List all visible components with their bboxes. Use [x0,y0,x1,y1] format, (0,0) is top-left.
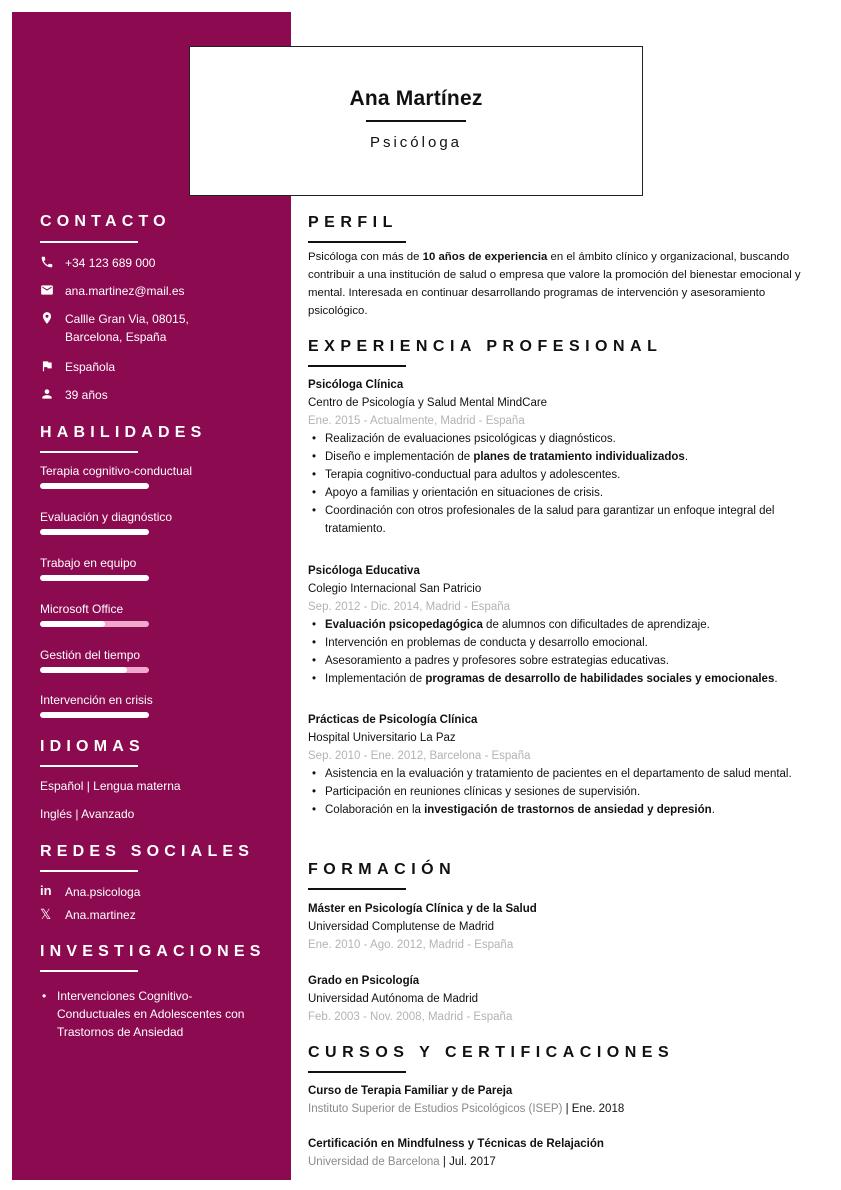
phone-icon [40,255,54,269]
education-dates: Ene. 2010 - Ago. 2012, Madrid - España [308,939,514,951]
skill-item [40,648,270,662]
bullet-highlight: Evaluación psicopedagógica [325,619,483,631]
job-entry [308,711,818,819]
job-bullet: • Coordinación con otros profesionales de la salud para garantizar un enfoque integral del tratamiento. [325,502,818,538]
job-title: Prácticas de Psicología Clínica [308,714,478,726]
skills-heading: HABILIDADES [40,424,207,441]
job-bullets [308,430,818,538]
bullet-text: Implementación de [325,673,426,685]
education-entry [308,900,818,954]
job-bullets [308,616,818,688]
x-icon: 𝕏 [40,906,52,922]
course-entry [308,1082,818,1118]
job-dates: Sep. 2010 - Ene. 2012, Barcelona - España [308,750,531,762]
courses-heading: CURSOS Y CERTIFICACIONES [308,1044,675,1061]
education-entry [308,972,818,1026]
education-heading: FORMACIÓN [308,861,457,878]
course-name: Curso de Terapia Familiar y de Pareja [308,1085,513,1097]
education-divider [308,888,406,890]
job-bullet: • Asistencia en la evaluación y tratamiento de pacientes en el departamento de salud mental. [325,765,818,783]
bullet-highlight: programas de desarrollo de habilidades sociales y emocionales [425,673,775,685]
email-icon [40,283,54,297]
skill-item [40,510,270,524]
skill-label: Evaluación y diagnóstico [40,510,173,524]
job-bullet [325,801,818,819]
profile-divider [308,241,406,243]
experience-divider [308,365,406,367]
profile-highlight: 10 años de experiencia [422,251,548,263]
education-dates: Feb. 2003 - Nov. 2008, Madrid - España [308,1011,513,1023]
course-details: Universidad de Barcelona | Jul. 2017 [308,1156,496,1168]
job-bullet: • Realización de evaluaciones psicológicas y diagnósticos. [325,430,818,448]
language-item: Inglés | Avanzado [40,807,135,821]
school-name: Universidad Autónoma de Madrid [308,993,479,1005]
bullet-highlight: planes de tratamiento individualizados [473,451,685,463]
name-header-box [189,46,643,196]
job-entry [308,376,818,538]
experience-heading: EXPERIENCIA PROFESIONAL [308,338,663,355]
bullet-text: . [774,673,778,685]
course-name: Certificación en Mindfulness y Técnicas de Relajación [308,1138,604,1150]
courses-divider [308,1071,406,1073]
skill-level-fill [40,483,149,489]
linkedin-handle: Ana.psicologa [65,885,141,899]
contact-heading: CONTACTO [40,213,171,230]
skill-item [40,693,270,707]
contact-divider [40,241,138,243]
research-item [40,987,260,1041]
age-text: 39 años [65,388,108,402]
languages-divider [40,765,138,767]
degree-title: Máster en Psicología Clínica y de la Salud [308,903,537,915]
profile-text-1: Psicóloga con más de [308,251,423,263]
job-org: Colegio Internacional San Patricio [308,583,482,595]
name-divider [366,120,466,122]
address-line-1: Callle Gran Via, 08015, [65,312,189,326]
bullet-text: Colaboración en la [325,804,425,816]
skill-label: Intervención en crisis [40,693,153,707]
job-bullet: • Participación en reuniones clínicas y sesiones de supervisión. [325,783,818,801]
job-bullet [325,670,818,688]
job-bullet [325,616,818,634]
skill-item [40,464,270,478]
skill-level-bar [40,575,149,581]
skill-level-fill [40,575,149,581]
research-divider [40,970,138,972]
job-bullet: • Asesoramiento a padres y profesores sobre estrategias educativas. [325,652,818,670]
person-role: Psicóloga [369,134,463,151]
degree-title: Grado en Psicología [308,975,420,987]
job-bullet [325,448,818,466]
skills-divider [40,451,138,453]
job-org: Hospital Universitario La Paz [308,732,456,744]
skill-label: Gestión del tiempo [40,648,141,662]
school-name: Universidad Complutense de Madrid [308,921,495,933]
social-divider [40,870,138,872]
bullet-text: . [711,804,715,816]
skill-level-bar [40,483,149,489]
course-institution: Instituto Superior de Estudios Psicológicos (ISEP) [308,1103,563,1115]
research-heading: INVESTIGACIONES [40,943,266,960]
course-institution: Universidad de Barcelona [308,1156,440,1168]
job-dates: Ene. 2015 - Actualmente, Madrid - España [308,415,525,427]
job-entry [308,562,818,688]
skill-item [40,602,270,616]
linkedin-icon: in [40,883,52,898]
social-heading: REDES SOCIALES [40,843,255,860]
skill-level-bar [40,621,149,627]
language-item: Español | Lengua materna [40,779,181,793]
bullet-text: de alumnos con dificultades de aprendizaje. [482,619,710,631]
address-line-2: Barcelona, España [65,330,167,344]
course-date: Jul. 2017 [449,1156,496,1168]
profile-text [308,248,813,320]
person-icon [40,387,54,401]
skill-label: Microsoft Office [40,602,124,616]
course-details: Instituto Superior de Estudios Psicológicos (ISEP) | Ene. 2018 [308,1103,625,1115]
job-bullet: • Terapia cognitivo-conductual para adultos y adolescentes. [325,466,818,484]
languages-heading: IDIOMAS [40,738,145,755]
job-dates: Sep. 2012 - Dic. 2014, Madrid - España [308,601,511,613]
skill-label: Trabajo en equipo [40,556,137,570]
skill-level-bar [40,529,149,535]
job-bullet: • Intervención en problemas de conducta y desarrollo emocional. [325,634,818,652]
skill-level-bar [40,712,149,718]
bullet: • [42,989,47,1003]
phone-text: +34 123 689 000 [65,256,156,270]
job-bullets [308,765,818,819]
skill-level-bar [40,667,149,673]
research-text: Intervenciones Cognitivo-Conductuales en Adolescentes con Trastornos de Ansiedad [57,989,245,1039]
flag-icon [40,359,54,373]
course-date: Ene. 2018 [571,1103,625,1115]
skill-item [40,556,270,570]
job-org: Centro de Psicología y Salud Mental MindCare [308,397,548,409]
x-handle: Ana.martinez [65,908,136,922]
profile-text-2: en el ámbito clínico y organizacional, buscando contribuir a una institución de salud o empresa que valore la promoción del bienestar emocional y mental. Interesada en continuar desarrollando programas de intervención y asesoramiento psicológico. [308,251,801,317]
job-title: Psicóloga Educativa [308,565,420,577]
bullet-text: Diseño e implementación de [325,451,474,463]
skill-level-fill [40,529,149,535]
bullet-text: . [684,451,689,463]
job-bullet: • Apoyo a familias y orientación en situaciones de crisis. [325,484,818,502]
profile-heading: PERFIL [308,214,398,231]
bullet-highlight: investigación de trastornos de ansiedad y depresión [424,804,712,816]
skill-level-fill [40,621,105,627]
person-name: Ana Martínez [349,87,483,110]
nationality-text: Española [65,360,116,374]
course-entry [308,1135,818,1171]
skill-label: Terapia cognitivo-conductual [40,464,193,478]
skill-level-fill [40,667,127,673]
location-pin-icon [40,311,54,325]
skill-level-fill [40,712,149,718]
job-title: Psicóloga Clínica [308,379,404,391]
email-text: ana.martinez@mail.es [65,284,185,298]
